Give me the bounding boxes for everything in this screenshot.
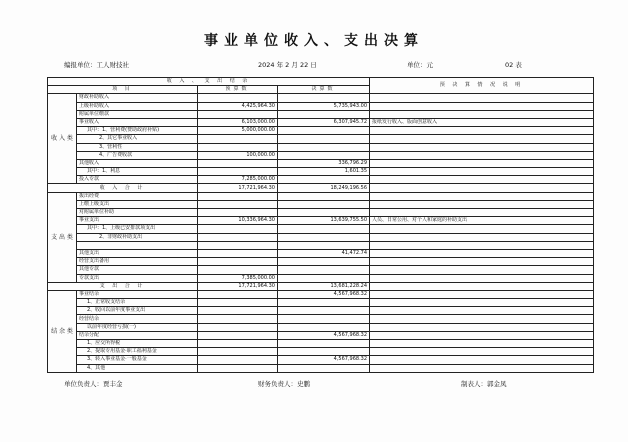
table-row <box>48 340 594 348</box>
row-budget: 4,425,964.30 <box>198 102 278 110</box>
row-actual: 336,796.29 <box>278 159 370 167</box>
row-budget <box>198 135 278 143</box>
row-budget: 100,000.00 <box>198 151 278 159</box>
table-row <box>48 331 594 339</box>
row-item: 专款支出 <box>77 274 198 282</box>
row-note <box>370 110 594 118</box>
header-group-label: 收 入 、 支 出 结 余 <box>48 78 370 86</box>
row-actual <box>278 323 370 331</box>
row-budget <box>198 299 278 307</box>
row-actual <box>278 94 370 102</box>
row-item: 3、营利性 <box>77 143 198 151</box>
reporting-unit: 编报单位：工人财技社 <box>64 61 129 69</box>
row-item: 投入专款 <box>77 176 198 184</box>
row-note <box>370 340 594 348</box>
row-actual <box>278 299 370 307</box>
table-body <box>48 78 594 373</box>
income-expense-table <box>47 77 594 373</box>
unit-head-signature: 单位负责人：贾丰金 <box>64 380 123 388</box>
table-row <box>48 102 594 110</box>
row-actual <box>278 364 370 372</box>
row-note <box>370 348 594 356</box>
row-item: 2、其它事业收入 <box>77 135 198 143</box>
table-row <box>48 192 594 200</box>
table-row <box>48 135 594 143</box>
table-row <box>48 225 594 233</box>
table-row <box>48 307 594 315</box>
table-row <box>48 168 594 176</box>
table-row <box>48 315 594 323</box>
table-number: 02 表 <box>505 61 522 69</box>
row-note <box>370 94 594 102</box>
row-budget <box>198 315 278 323</box>
row-item: 其中：1、上级已安排款项支出 <box>77 225 198 233</box>
row-item: 经营结余 <box>77 315 198 323</box>
row-note <box>370 364 594 372</box>
row-budget <box>198 94 278 102</box>
row-item: 上缴上级支出 <box>77 200 198 208</box>
row-budget: 17,721,964.30 <box>198 184 278 192</box>
row-item: 2、非财政补助支出 <box>77 233 198 241</box>
row-budget: 5,000,000.00 <box>198 127 278 135</box>
row-note <box>370 315 594 323</box>
table-row <box>48 159 594 167</box>
row-note <box>370 225 594 233</box>
row-budget <box>198 364 278 372</box>
total-label: 收 入 合 计 <box>48 184 198 192</box>
row-note <box>370 233 594 241</box>
row-budget <box>198 258 278 266</box>
row-actual <box>278 258 370 266</box>
row-budget: 10,336,964.30 <box>198 217 278 225</box>
row-budget: 7,285,000.00 <box>198 176 278 184</box>
table-row <box>48 209 594 217</box>
row-item: 拨出经费 <box>77 192 198 200</box>
row-budget <box>198 356 278 364</box>
row-item: 事业结余 <box>77 290 198 298</box>
row-actual: 18,249,196.56 <box>278 184 370 192</box>
row-budget <box>198 307 278 315</box>
row-note <box>370 299 594 307</box>
row-note <box>370 184 594 192</box>
section-income: 收 入 类 <box>48 94 77 184</box>
row-actual: 6,307,945.72 <box>278 118 370 126</box>
row-note <box>370 135 594 143</box>
row-note: 人员、日常公用、对个人和家庭的补助支出 <box>370 217 594 225</box>
row-budget: 6,103,000.00 <box>198 118 278 126</box>
table-row <box>48 217 594 225</box>
row-note <box>370 151 594 159</box>
table-row <box>48 274 594 282</box>
row-budget <box>198 290 278 298</box>
table-row <box>48 249 594 257</box>
row-actual <box>278 110 370 118</box>
row-item: 附属单位缴款 <box>77 110 198 118</box>
row-note <box>370 127 594 135</box>
row-item: 对附属单位补助 <box>77 209 198 217</box>
row-actual <box>278 225 370 233</box>
row-budget <box>198 323 278 331</box>
row-item: 1、应交所得税 <box>77 340 198 348</box>
section-balance: 结 余 类 <box>48 290 77 372</box>
row-budget <box>198 143 278 151</box>
report-title: 事业单位收入、支出决算 <box>204 33 424 49</box>
table-row <box>48 356 594 364</box>
row-item: 结余分配 <box>77 331 198 339</box>
row-note <box>370 307 594 315</box>
row-budget <box>198 266 278 274</box>
row-note <box>370 266 594 274</box>
row-item: 其中：1、利息 <box>77 168 198 176</box>
row-note <box>370 249 594 257</box>
header-budget-note: 预 决 算 情 况 说 明 <box>370 78 594 94</box>
row-actual: 4,567,968.32 <box>278 290 370 298</box>
row-note <box>370 274 594 282</box>
row-actual <box>278 200 370 208</box>
row-item: 经营支出备用 <box>77 258 198 266</box>
row-item: 其他支出 <box>77 249 198 257</box>
table-row <box>48 282 594 290</box>
row-note <box>370 241 594 249</box>
row-item: 财政补助收入 <box>77 94 198 102</box>
row-budget <box>198 110 278 118</box>
row-item: 事业收入 <box>77 118 198 126</box>
table-row <box>48 127 594 135</box>
row-actual <box>278 192 370 200</box>
row-note <box>370 200 594 208</box>
row-note: 报纸发行收入、版面创意收入 <box>370 118 594 126</box>
row-item: 事业支出 <box>77 217 198 225</box>
row-budget <box>198 192 278 200</box>
row-actual <box>278 340 370 348</box>
row-item: 其他收入 <box>77 159 198 167</box>
row-actual <box>278 348 370 356</box>
row-note <box>370 282 594 290</box>
row-note <box>370 143 594 151</box>
table-row <box>48 176 594 184</box>
row-item: 4、广告费收款 <box>77 151 198 159</box>
row-actual <box>278 266 370 274</box>
row-note <box>370 331 594 339</box>
row-budget <box>198 168 278 176</box>
row-actual: 4,567,968.32 <box>278 356 370 364</box>
row-item: 其中：1、营利费(赞助政府补贴) <box>77 127 198 135</box>
row-actual <box>278 143 370 151</box>
table-row <box>48 241 594 249</box>
row-note <box>370 258 594 266</box>
row-item: 4、其他 <box>77 364 198 372</box>
row-item: 2、收回以前年度事业支出 <box>77 307 198 315</box>
table-row <box>48 151 594 159</box>
row-actual: 41,472.74 <box>278 249 370 257</box>
row-actual <box>278 176 370 184</box>
report-date: 2024 年 2 月 22 日 <box>258 61 317 69</box>
row-item: 上级补助收入 <box>77 102 198 110</box>
finance-head-signature: 财务负责人：史鹏 <box>258 380 310 388</box>
table-row <box>48 299 594 307</box>
table-row <box>48 110 594 118</box>
row-item: 2、提取专用基金·职工福利基金 <box>77 348 198 356</box>
table-row <box>48 290 594 298</box>
row-actual <box>278 135 370 143</box>
row-item: 3、转入事业基金·一般基金 <box>77 356 198 364</box>
row-budget: 7,385,000.00 <box>198 274 278 282</box>
table-row <box>48 364 594 372</box>
row-item: 以前年度经营亏损(一) <box>77 323 198 331</box>
row-budget: 17,721,964.30 <box>198 282 278 290</box>
currency-unit: 单位：元 <box>407 61 433 69</box>
row-actual <box>278 307 370 315</box>
row-budget <box>198 159 278 167</box>
row-actual <box>278 209 370 217</box>
total-label: 支 出 合 计 <box>48 282 198 290</box>
header-actual: 决算数 <box>278 86 370 94</box>
row-budget <box>198 241 278 249</box>
preparer-signature: 制表人：郭金凤 <box>461 380 507 388</box>
row-budget <box>198 331 278 339</box>
row-actual <box>278 233 370 241</box>
row-actual <box>278 127 370 135</box>
section-expense: 支 出 类 <box>48 192 77 282</box>
row-actual: 4,567,968.32 <box>278 331 370 339</box>
row-budget <box>198 348 278 356</box>
table-row <box>48 118 594 126</box>
row-note <box>370 323 594 331</box>
row-item: 1、正常收支结余 <box>77 299 198 307</box>
row-budget <box>198 249 278 257</box>
row-budget <box>198 200 278 208</box>
header-row-group <box>48 78 594 86</box>
table-row <box>48 94 594 102</box>
table-row <box>48 266 594 274</box>
row-actual <box>278 315 370 323</box>
row-budget <box>198 340 278 348</box>
table-row <box>48 184 594 192</box>
row-actual: 13,639,755.50 <box>278 217 370 225</box>
table-row <box>48 143 594 151</box>
row-actual <box>278 274 370 282</box>
row-note <box>370 102 594 110</box>
row-actual: 13,681,228.24 <box>278 282 370 290</box>
row-actual <box>278 151 370 159</box>
row-note <box>370 356 594 364</box>
row-actual <box>278 241 370 249</box>
row-note <box>370 168 594 176</box>
row-budget <box>198 233 278 241</box>
table-row <box>48 233 594 241</box>
row-item: 其他专款 <box>77 266 198 274</box>
row-item <box>77 241 198 249</box>
table-row <box>48 200 594 208</box>
row-note <box>370 209 594 217</box>
row-note <box>370 176 594 184</box>
row-note <box>370 290 594 298</box>
row-note <box>370 159 594 167</box>
row-budget <box>198 225 278 233</box>
header-budget: 预算数 <box>198 86 278 94</box>
row-budget <box>198 209 278 217</box>
table-row <box>48 348 594 356</box>
row-actual: 5,735,943.00 <box>278 102 370 110</box>
row-actual: 1,601.35 <box>278 168 370 176</box>
table-row <box>48 258 594 266</box>
row-note <box>370 192 594 200</box>
table-row <box>48 323 594 331</box>
header-item: 项 目 <box>48 86 198 94</box>
